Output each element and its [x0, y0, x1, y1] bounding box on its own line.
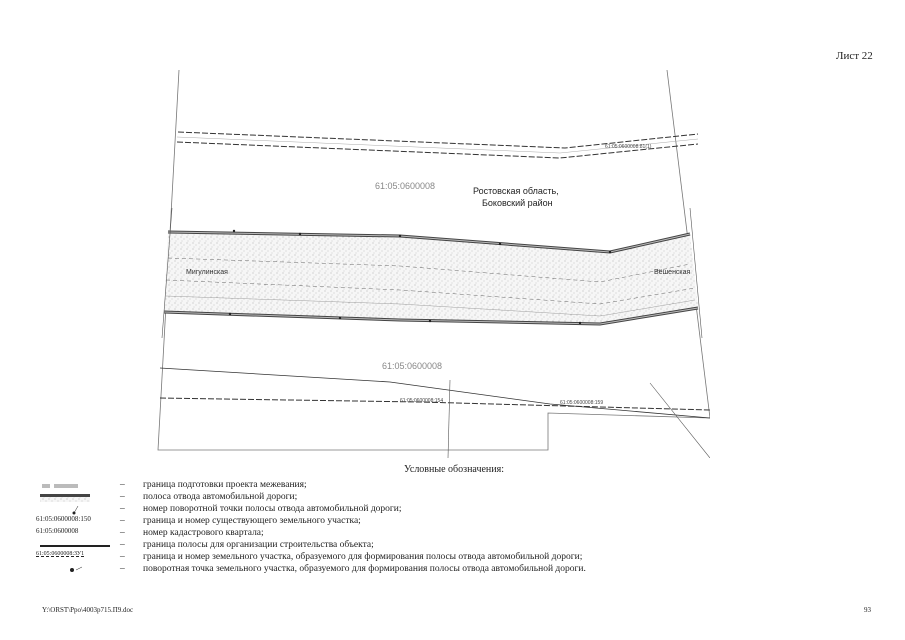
existing-parcel-symbol-label: 61:05:0600008:150	[36, 515, 91, 523]
legend-item-turning-point-number	[30, 504, 670, 516]
legend-dash: –	[120, 516, 125, 526]
legend-item-existing-parcel	[30, 516, 670, 528]
map-quarter-top: 61:05:0600008	[375, 181, 436, 191]
footer-page-number: 93	[864, 606, 871, 614]
legend-dash: –	[120, 504, 125, 514]
legend-dash: –	[120, 540, 125, 550]
sheet-label: Лист 22	[836, 50, 873, 62]
right-of-way-symbol	[30, 492, 110, 504]
new-parcel-symbol	[30, 552, 110, 564]
legend-text: номер поворотной точки полосы отвода автомобильной дороги;	[143, 504, 402, 514]
legend	[30, 480, 670, 576]
legend-dash: –	[120, 480, 125, 490]
legend-title: Условные обозначения:	[404, 464, 505, 475]
new-parcel-point-symbol	[30, 564, 110, 576]
legend-dash: –	[120, 564, 125, 574]
footer-file-path: Y:\ORST\Ppo\4003p715.П9.doc	[42, 606, 134, 614]
project-boundary-symbol	[30, 480, 110, 492]
legend-item-project-boundary	[30, 480, 670, 492]
right-of-way-strip	[164, 232, 698, 324]
map-region-label-2: Боковский район	[482, 198, 553, 208]
legend-dash: –	[120, 492, 125, 502]
legend-text: граница подготовки проекта межевания;	[143, 480, 307, 490]
legend-item-cadastral-quarter	[30, 528, 670, 540]
legend-item-new-parcel-point	[30, 564, 670, 576]
map-settlement-right: Вёшенская	[654, 269, 691, 276]
cadastral-map	[150, 68, 710, 458]
cadastral-quarter-symbol	[30, 528, 110, 540]
map-settlement-left: Мигулинская	[186, 269, 228, 276]
map-parcel-bottom-b: 61:05:0600008:159	[560, 400, 604, 406]
legend-text: полоса отвода автомобильной дороги;	[143, 492, 298, 502]
new-parcel-symbol-label: 61:05:0600008:ЗУ1	[36, 551, 85, 557]
legend-text: граница и номер земельного участка, образуемого для формирования полосы отвода автомобильной дороги;	[143, 552, 583, 562]
legend-dash: –	[120, 552, 125, 562]
legend-item-construction-strip	[30, 540, 670, 552]
legend-dash: –	[120, 528, 125, 538]
map-parcel-bottom-a: 61:05:0600008:154	[400, 398, 444, 404]
cadastral-quarter-symbol-label: 61:05:0600008	[36, 527, 79, 535]
map-parcel-top-right: 61:05:0600008:81(1)	[605, 144, 652, 150]
legend-item-right-of-way	[30, 492, 670, 504]
map-quarter-bottom: 61:05:0600008	[382, 361, 443, 371]
legend-text: граница полосы для организации строительства объекта;	[143, 540, 374, 550]
legend-text: граница и номер существующего земельного участка;	[143, 516, 361, 526]
legend-item-new-parcel	[30, 552, 670, 564]
legend-text: номер кадастрового квартала;	[143, 528, 264, 538]
map-region-label-1: Ростовская область,	[473, 186, 559, 196]
legend-text: поворотная точка земельного участка, образуемого для формирования полосы отвода автомобильной дороги.	[143, 564, 586, 574]
